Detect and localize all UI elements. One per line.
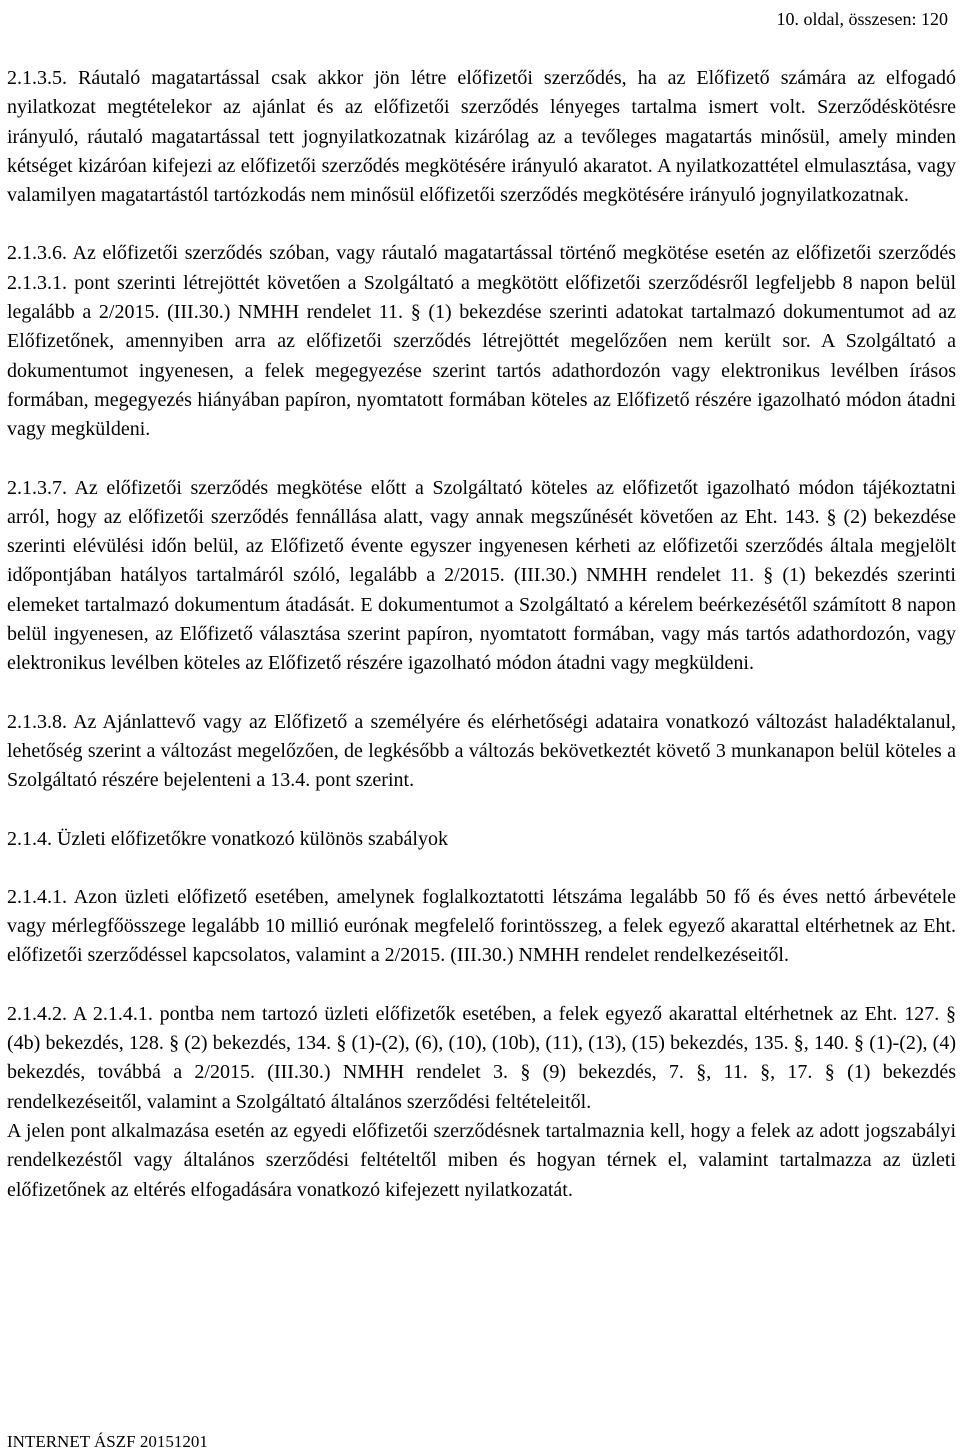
paragraph-2-1-3-7: 2.1.3.7. Az előfizetői szerződés megkötése előtt a Szolgáltató köteles az előfizetőt igazolható módon tájékoztatni arról, hogy az előfizetői szerződés fennállása alatt, vagy annak megszűnését követően az Eht. 143. § (2) bekezdése szerinti elévülési időn belül, az Előfizető évente egyszer ingyenesen kérheti az előfizetői szerződés általa megjelölt időpontjában hatályos tartalmáról szóló, legalább a 2/2015. (III.30.) NMHH rendelet 11. § (1) bekezdés szerinti elemeket tartalmazó dokumentum átadását. E dokumentumot a Szolgáltató a kérelem beérkezésétől számított 8 napon belül ingyenesen, az Előfizető választása szerint papíron, nyomtatott formában, vagy más tartós adathordozón, vagy elektronikus levélben köteles az Előfizető részére igazolható módon átadni vagy megküldeni. <box>7 476 956 675</box>
paragraph-2-1-3-6: 2.1.3.6. Az előfizetői szerződés szóban, vagy ráutaló magatartással történő megkötése esetén az előfizetői szerződés 2.1.3.1. pont szerinti létrejöttét követően a Szolgáltató a megkötött előfizetői szerződésről legfeljebb 8 napon belül legalább a 2/2015. (III.30.) NMHH rendelet 11. § (1) bekezdése szerinti adatokat tartalmazó dokumentumot ad az Előfizetőnek, amennyiben arra az előfizetői szerződés létrejöttét megelőzően nem került sor. A Szolgáltató a dokumentumot ingyenesen, a felek megegyezése szerint tartós adathordozón vagy elektronikus levélben írásos formában, megegyezés hiányában papíron, nyomtatott formában köteles az Előfizető részére igazolható módon átadni vagy megküldeni. <box>7 242 956 441</box>
paragraph-2-1-4-1: 2.1.4.1. Azon üzleti előfizető esetében, amelynek foglalkoztatotti létszáma legalább 50 fő és éves nettó árbevétele vagy mérlegfőösszege legalább 10 millió eurónak megfelelő forintösszeg, a felek egyező akarattal eltérhetnek az Eht. előfizetői szerződéssel kapcsolatos, valamint a 2/2015. (III.30.) NMHH rendelet rendelkezéseitől. <box>7 885 956 967</box>
paragraph-2-1-4-2-continued: A jelen pont alkalmazása esetén az egyedi előfizetői szerződésnek tartalmaznia kell, hogy a felek az adott jogszabályi rendelkezéstől vagy általános szerződési feltételtől miben és hogyan térnek el, valamint tartalmazza az üzleti előfizetőnek az eltérés elfogadására vonatkozó kifejezett nyilatkozatát. <box>7 1119 956 1201</box>
paragraph-2-1-3-8: 2.1.3.8. Az Ajánlattevő vagy az Előfizető a személyére és elérhetőségi adataira vonatkozó változást haladéktalanul, lehetőség szerint a változást megelőzően, de legkésőbb a változás bekövetkeztét követő 3 munkanapon belül köteles a Szolgáltató részére bejelenteni a 13.4. pont szerint. <box>7 710 956 792</box>
document-body <box>7 64 956 1205</box>
document-footer: INTERNET ÁSZF 20151201 <box>7 1432 208 1451</box>
section-heading-2-1-4: 2.1.4. Üzleti előfizetőkre vonatkozó különös szabályok <box>7 827 448 850</box>
paragraph-2-1-4-2: 2.1.4.2. A 2.1.4.1. pontba nem tartozó üzleti előfizetők esetében, a felek egyező akarattal eltérhetnek az Eht. 127. § (4b) bekezdés, 128. § (2) bekezdés, 134. § (1)-(2), (6), (10), (10b), (11), (13), (15) bekezdés, 135. §, 140. § (1)-(2), (4) bekezdés, továbbá a 2/2015. (III.30.) NMHH rendelet 3. § (9) bekezdés, 7. §, 11. §, 17. § (1) bekezdés rendelkezéseitől, valamint a Szolgáltató általános szerződési feltételeitől. <box>7 1002 956 1113</box>
paragraph-2-1-3-5: 2.1.3.5. Ráutaló magatartással csak akkor jön létre előfizetői szerződés, ha az Előfizető számára az elfogadó nyilatkozat megtételekor az ajánlat és az előfizetői szerződés lényeges tartalma ismert volt. Szerződéskötésre irányuló, ráutaló magatartással tett jognyilatkozatnak kizárólag az a tevőleges magatartás minősül, amely minden kétséget kizáróan kifejezi az előfizetői szerződés megkötésére irányuló akaratot. A nyilatkozattétel elmulasztása, vagy valamilyen magatartástól tartózkodás nem minősül előfizetői szerződés megkötésére irányuló jognyilatkozatnak. <box>7 67 956 207</box>
page-number-header: 10. oldal, összesen: 120 <box>776 9 948 29</box>
